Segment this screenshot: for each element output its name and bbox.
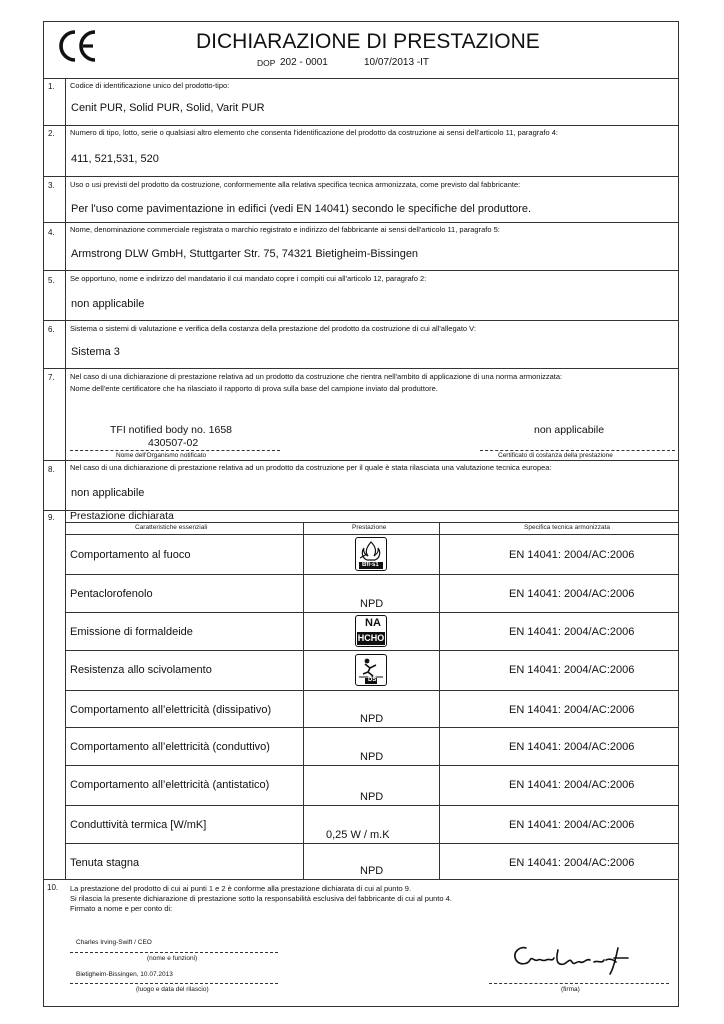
- characteristic-name: Tenuta stagna: [70, 857, 140, 869]
- field-caption: Certificato di costanza della prestazione: [498, 452, 613, 459]
- column-header: Caratteristiche essenziali: [135, 524, 208, 531]
- section-number: 6.: [48, 325, 55, 334]
- section-title: Prestazione dichiarata: [70, 510, 174, 522]
- column-header: Specifica tecnica armonizzata: [524, 524, 610, 531]
- section-number: 8.: [48, 465, 55, 474]
- field-caption: (firma): [561, 986, 580, 993]
- formaldehyde-top-text: NA: [365, 617, 381, 629]
- section-number: 1.: [48, 82, 55, 91]
- table-column-line: [303, 522, 304, 879]
- section-number: 9.: [48, 513, 55, 522]
- section-number: 4.: [48, 228, 55, 237]
- section-label: Se opportuno, nome e indirizzo del mandatario il cui mandato copre i compiti cui all'articolo 12, paragrafo 2:: [70, 274, 427, 283]
- declaration-line: Si rilascia la presente dichiarazione di prestazione sotto la responsabilità esclusiva del fabbricante di cui al punto 4.: [70, 894, 452, 903]
- declaration-line: Firmato a nome e per conto di:: [70, 904, 173, 913]
- divider: [43, 125, 679, 126]
- characteristic-name: Pentaclorofenolo: [70, 588, 153, 600]
- place-date: Bietigheim-Bissingen, 10.07.2013: [76, 971, 173, 978]
- divider: [43, 222, 679, 223]
- divider: [43, 368, 679, 369]
- table-column-line: [439, 522, 440, 879]
- notified-body-number: 430507-02: [148, 437, 199, 449]
- performance-value: NPD: [360, 791, 384, 803]
- column-header: Prestazione: [352, 524, 387, 531]
- section-value: Cenit PUR, Solid PUR, Solid, Varit PUR: [71, 102, 265, 114]
- declaration-line: La prestazione del prodotto di cui ai punti 1 e 2 è conforme alla prestazione dichiarata di cui al punto 9.: [70, 884, 412, 893]
- section-label: Nome dell'ente certificatore che ha rilasciato il rapporto di prova sulla base del campione inviato dal produttore.: [70, 384, 438, 393]
- fire-rating-icon: [355, 537, 387, 571]
- harmonised-spec: EN 14041: 2004/AC:2006: [509, 704, 635, 716]
- section-number: 5.: [48, 276, 55, 285]
- harmonised-spec: EN 14041: 2004/AC:2006: [509, 549, 635, 561]
- section-number: 10.: [47, 883, 59, 892]
- performance-value: 0,25 W / m.K: [326, 829, 390, 841]
- field-caption: (luogo e data del rilascio): [136, 986, 209, 993]
- table-row-line: [65, 765, 679, 766]
- slip-resistance-text: DS: [368, 677, 377, 683]
- harmonised-spec: EN 14041: 2004/AC:2006: [509, 741, 635, 753]
- characteristic-name: Comportamento all’elettricità (antistatico): [70, 779, 270, 791]
- dashed-line: [70, 983, 278, 984]
- table-header-line: [65, 534, 679, 535]
- section-label: Nome, denominazione commerciale registrata o marchio registrato e indirizzo del fabbricante ai sensi dell'articolo 11, paragrafo 5:: [70, 225, 500, 234]
- harmonised-spec: EN 14041: 2004/AC:2006: [509, 779, 635, 791]
- table-row-line: [65, 727, 679, 728]
- dashed-line: [489, 983, 669, 984]
- dashed-line: [480, 450, 675, 451]
- section-label: Numero di tipo, lotto, serie o qualsiasi altro elemento che consenta l'identificazione del prodotto da costruzione ai sensi dell'articolo 11, paragrafo 4:: [70, 128, 559, 137]
- number-column-line: [65, 78, 66, 879]
- characteristic-name: Comportamento all’elettricità (conduttivo): [70, 741, 270, 753]
- characteristic-name: Comportamento al fuoco: [70, 549, 191, 561]
- certificate-value: non applicabile: [534, 424, 605, 436]
- harmonised-spec: EN 14041: 2004/AC:2006: [509, 819, 635, 831]
- section-label: Codice di identificazione unico del prodotto-tipo:: [70, 81, 230, 90]
- section-label: Sistema o sistemi di valutazione e verifica della costanza della prestazione del prodotto da costruzione di cui all'allegato V:: [70, 324, 476, 333]
- performance-value: NPD: [360, 865, 384, 877]
- divider: [43, 460, 679, 461]
- section-number: 7.: [48, 373, 55, 382]
- divider: [43, 320, 679, 321]
- harmonised-spec: EN 14041: 2004/AC:2006: [509, 626, 635, 638]
- table-top-line: [65, 522, 679, 523]
- performance-value: NPD: [360, 751, 384, 763]
- divider: [43, 879, 679, 880]
- ce-mark: [55, 26, 99, 66]
- section-label: Uso o usi previsti del prodotto da costruzione, conformemente alla relativa specifica tecnica armonizzata, come previsto dal fabbricante:: [70, 180, 521, 189]
- table-row-line: [65, 650, 679, 651]
- section-value: Per l'uso come pavimentazione in edifici (vedi EN 14041) secondo le specifiche del produttore.: [71, 203, 532, 215]
- field-caption: Nome dell'Organismo notificato: [116, 452, 207, 459]
- dop-number: 202 - 0001: [280, 57, 328, 68]
- characteristic-name: Comportamento all’elettricità (dissipativo): [70, 704, 272, 716]
- table-row-line: [65, 805, 679, 806]
- document-title: DICHIARAZIONE DI PRESTAZIONE: [196, 30, 540, 53]
- section-number: 2.: [48, 129, 55, 138]
- table-row-line: [65, 843, 679, 844]
- harmonised-spec: EN 14041: 2004/AC:2006: [509, 664, 635, 676]
- characteristic-name: Resistenza allo scivolamento: [70, 664, 212, 676]
- notified-body-name: TFI notified body no. 1658: [110, 424, 232, 436]
- characteristic-name: Emissione di formaldeide: [70, 626, 193, 638]
- divider: [43, 176, 679, 177]
- dop-date: 10/07/2013 -IT: [364, 57, 430, 68]
- section-value: non applicabile: [71, 298, 145, 310]
- section-label: Nel caso di una dichiarazione di prestazione relativa ad un prodotto da costruzione per il quale è stata rilasciata una valutazione tecnica europea:: [70, 463, 552, 472]
- table-row-line: [65, 690, 679, 691]
- performance-value: NPD: [360, 713, 384, 725]
- dop-label: DOP: [257, 58, 276, 68]
- table-row-line: [65, 612, 679, 613]
- section-label: Nel caso di una dichiarazione di prestazione relativa ad un prodotto da costruzione che rientra nell'ambito di applicazione di una norma armonizzata:: [70, 372, 563, 381]
- signature: [506, 938, 636, 978]
- performance-value: NPD: [360, 598, 384, 610]
- divider: [43, 270, 679, 271]
- formaldehyde-bottom-text: HCHO: [357, 633, 385, 643]
- characteristic-name: Conduttività termica [W/mK]: [70, 819, 207, 831]
- section-number: 3.: [48, 181, 55, 190]
- table-row-line: [65, 574, 679, 575]
- divider: [43, 78, 679, 79]
- dashed-line: [70, 450, 280, 451]
- section-value: Armstrong DLW GmbH, Stuttgarter Str. 75, 74321 Bietigheim-Bissingen: [71, 248, 419, 260]
- dashed-line: [70, 952, 278, 953]
- field-caption: (nome e funzioni): [147, 955, 198, 962]
- slip-resistance-icon: [355, 654, 387, 686]
- section-value: 411, 521,531, 520: [71, 153, 159, 165]
- formaldehyde-icon: [355, 615, 387, 647]
- section-value: Sistema 3: [71, 346, 120, 358]
- section-value: non applicabile: [71, 487, 145, 499]
- harmonised-spec: EN 14041: 2004/AC:2006: [509, 588, 635, 600]
- fire-rating-text: Bfl-s1: [362, 562, 379, 568]
- signer-name: Charles Irving-Swift / CEO: [76, 939, 152, 946]
- harmonised-spec: EN 14041: 2004/AC:2006: [509, 857, 635, 869]
